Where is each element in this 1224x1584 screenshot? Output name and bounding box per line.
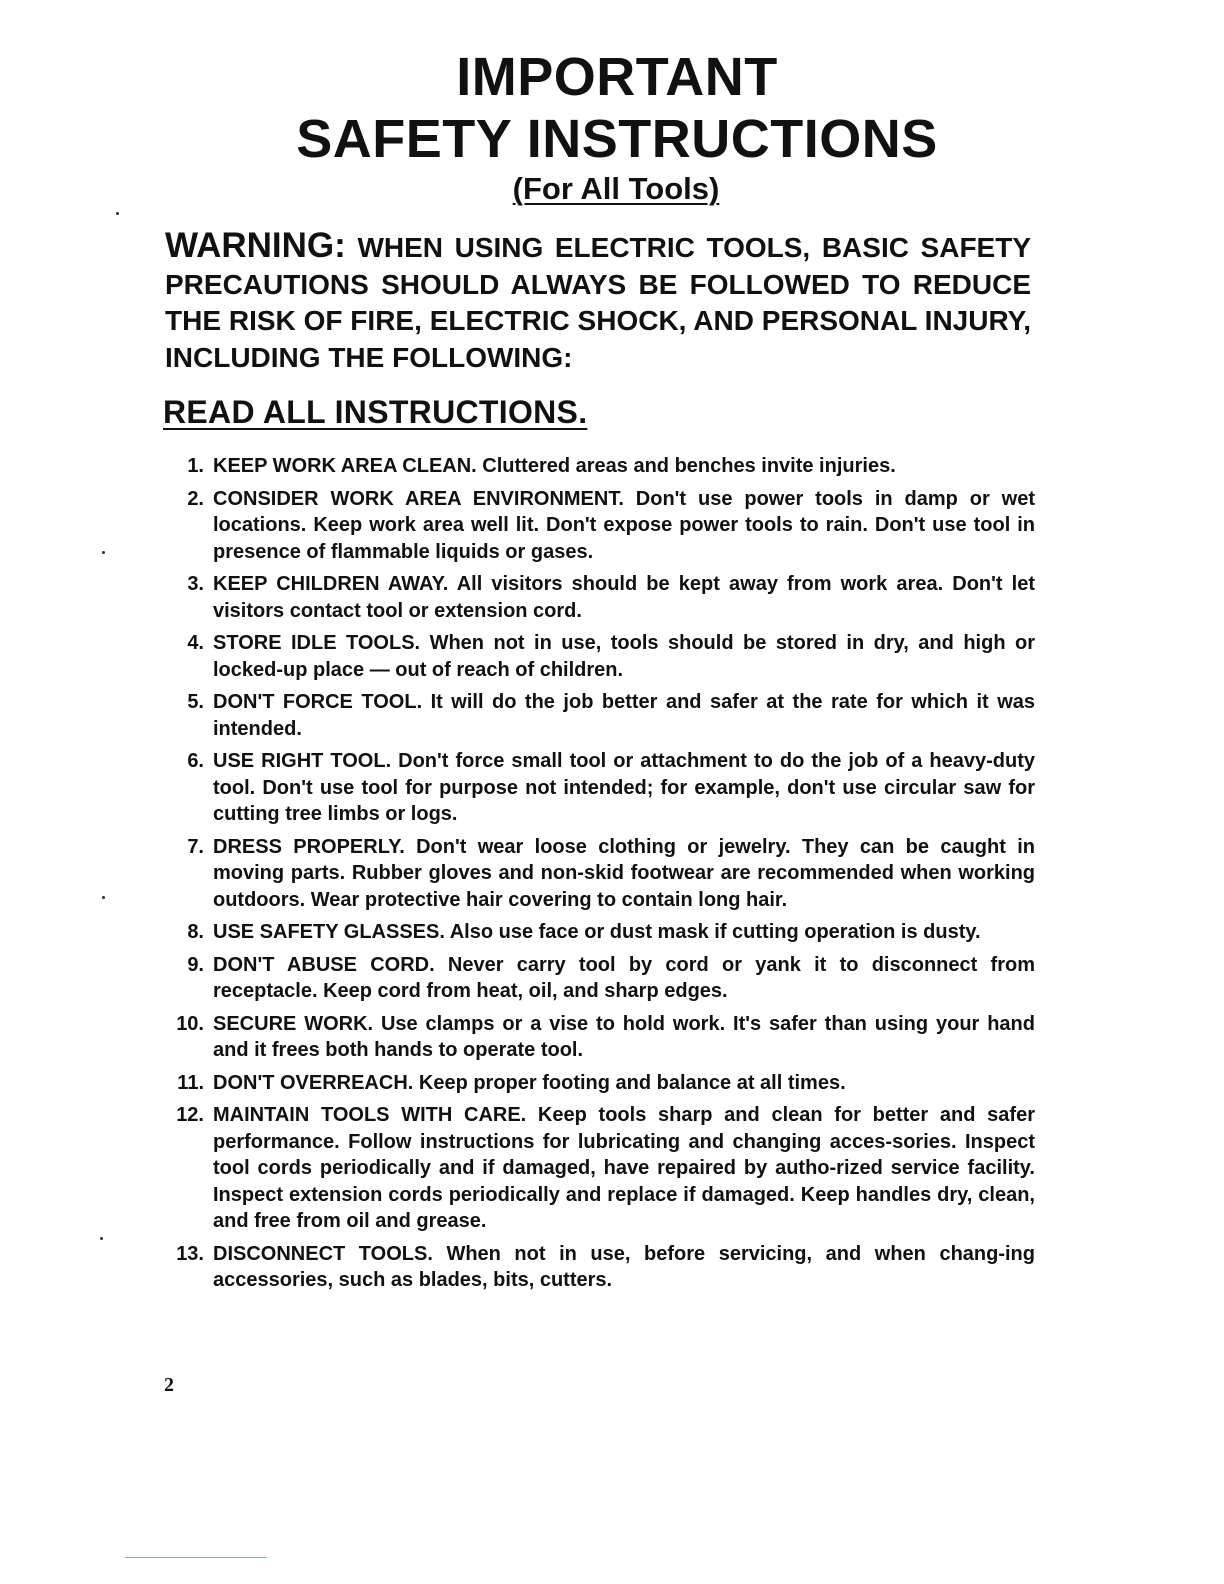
rule-number: 12. — [176, 1104, 204, 1126]
rule-number: 6. — [187, 750, 204, 772]
rule-text: STORE IDLE TOOLS. When not in use, tools should be stored in dry, and high or locked-up place — out of reach of children. — [213, 632, 1035, 681]
list-item — [160, 919, 1035, 946]
title-block — [0, 46, 1224, 206]
list-item — [160, 453, 1035, 480]
scan-speck — [102, 896, 105, 899]
warning-paragraph — [165, 228, 1031, 376]
list-item — [160, 571, 1035, 624]
scan-speck — [100, 1237, 103, 1240]
warning-text: WHEN USING ELECTRIC TOOLS, BASIC SAFETY PRECAUTIONS SHOULD ALWAYS BE FOLLOWED TO REDUCE THE RISK OF FIRE, ELECTRIC SHOCK, AND PERSONAL INJURY, INCLUDING THE FOLLOWING: — [165, 232, 1032, 373]
scan-speck — [116, 212, 119, 215]
rule-text: KEEP WORK AREA CLEAN. Cluttered areas and benches invite injuries. — [213, 455, 896, 477]
rule-number: 3. — [187, 573, 204, 595]
section-heading: READ ALL INSTRUCTIONS. — [163, 394, 588, 430]
rule-number: 7. — [187, 835, 204, 858]
rule-text: MAINTAIN TOOLS WITH CARE. Keep tools sharp and clean for better and safer performance. Follow instructions for lubricating and changing acces-sories. Inspect tool cords periodically and if damaged, have repaired by autho-rized service facility. Inspect extension cords periodically and replace if damaged. Keep handles dry, clean, and free from oil and grease. — [213, 1104, 1035, 1232]
list-item — [160, 748, 1035, 828]
rule-number: 8. — [187, 921, 204, 943]
rule-text: CONSIDER WORK AREA ENVIRONMENT. Don't use power tools in damp or wet locations. Keep work area well lit. Don't expose power tools to rain. Don't use tool in presence of flammable liquids or gases. — [213, 487, 1035, 563]
page-title-line1: IMPORTANT — [456, 47, 778, 107]
rule-number: 13. — [176, 1242, 204, 1265]
rule-text: SECURE WORK. Use clamps or a vise to hold work. It's safer than using your hand and it frees both hands to operate tool. — [213, 1012, 1035, 1061]
rule-number: 4. — [187, 632, 204, 654]
list-item — [160, 834, 1035, 914]
list-item — [160, 1070, 1035, 1097]
rule-text: USE RIGHT TOOL. Don't force small tool or attachment to do the job of a heavy-duty tool. Don't use tool for purpose not intended; for example, don't use circular saw for cutting tree limbs or logs. — [213, 750, 1035, 825]
rule-text: DON'T ABUSE CORD. Never carry tool by cord or yank it to disconnect from receptacle. Keep cord from heat, oil, and sharp edges. — [213, 953, 1035, 1002]
rule-number: 10. — [176, 1012, 204, 1035]
rule-text: KEEP CHILDREN AWAY. All visitors should be kept away from work area. Don't let visitors contact tool or extension cord. — [213, 573, 1035, 622]
list-item — [160, 630, 1035, 683]
scan-speck — [102, 551, 105, 554]
rule-number: 11. — [177, 1071, 204, 1094]
page-subtitle: (For All Tools) — [512, 171, 720, 206]
bottom-rule-line — [125, 1557, 267, 1558]
list-item — [160, 1102, 1035, 1235]
page-title-line2: SAFETY INSTRUCTIONS — [296, 109, 938, 169]
warning-label: WARNING: — [165, 226, 346, 265]
safety-rules-list — [160, 453, 1035, 1300]
list-item — [160, 689, 1035, 742]
rule-text: DON'T FORCE TOOL. It will do the job better and safer at the rate for which it was intended. — [213, 691, 1035, 740]
rule-number: 2. — [187, 487, 204, 510]
rule-number: 5. — [187, 691, 204, 713]
rule-text: USE SAFETY GLASSES. Also use face or dust mask if cutting operation is dusty. — [213, 921, 981, 943]
list-item — [160, 1011, 1035, 1064]
rule-text: DRESS PROPERLY. Don't wear loose clothing or jewelry. They can be caught in moving parts. Rubber gloves and non-skid footwear are recommended when working outdoors. Wear protective hair covering to contain long hair. — [213, 835, 1035, 911]
list-item — [160, 1241, 1035, 1294]
list-item — [160, 952, 1035, 1005]
list-item — [160, 486, 1035, 566]
page-number: 2 — [164, 1374, 174, 1396]
rule-text: DISCONNECT TOOLS. When not in use, before servicing, and when chang-ing accessories, such as blades, bits, cutters. — [213, 1242, 1035, 1291]
rule-text: DON'T OVERREACH. Keep proper footing and balance at all times. — [213, 1071, 846, 1094]
rule-number: 1. — [187, 455, 204, 477]
rule-number: 9. — [187, 953, 204, 976]
